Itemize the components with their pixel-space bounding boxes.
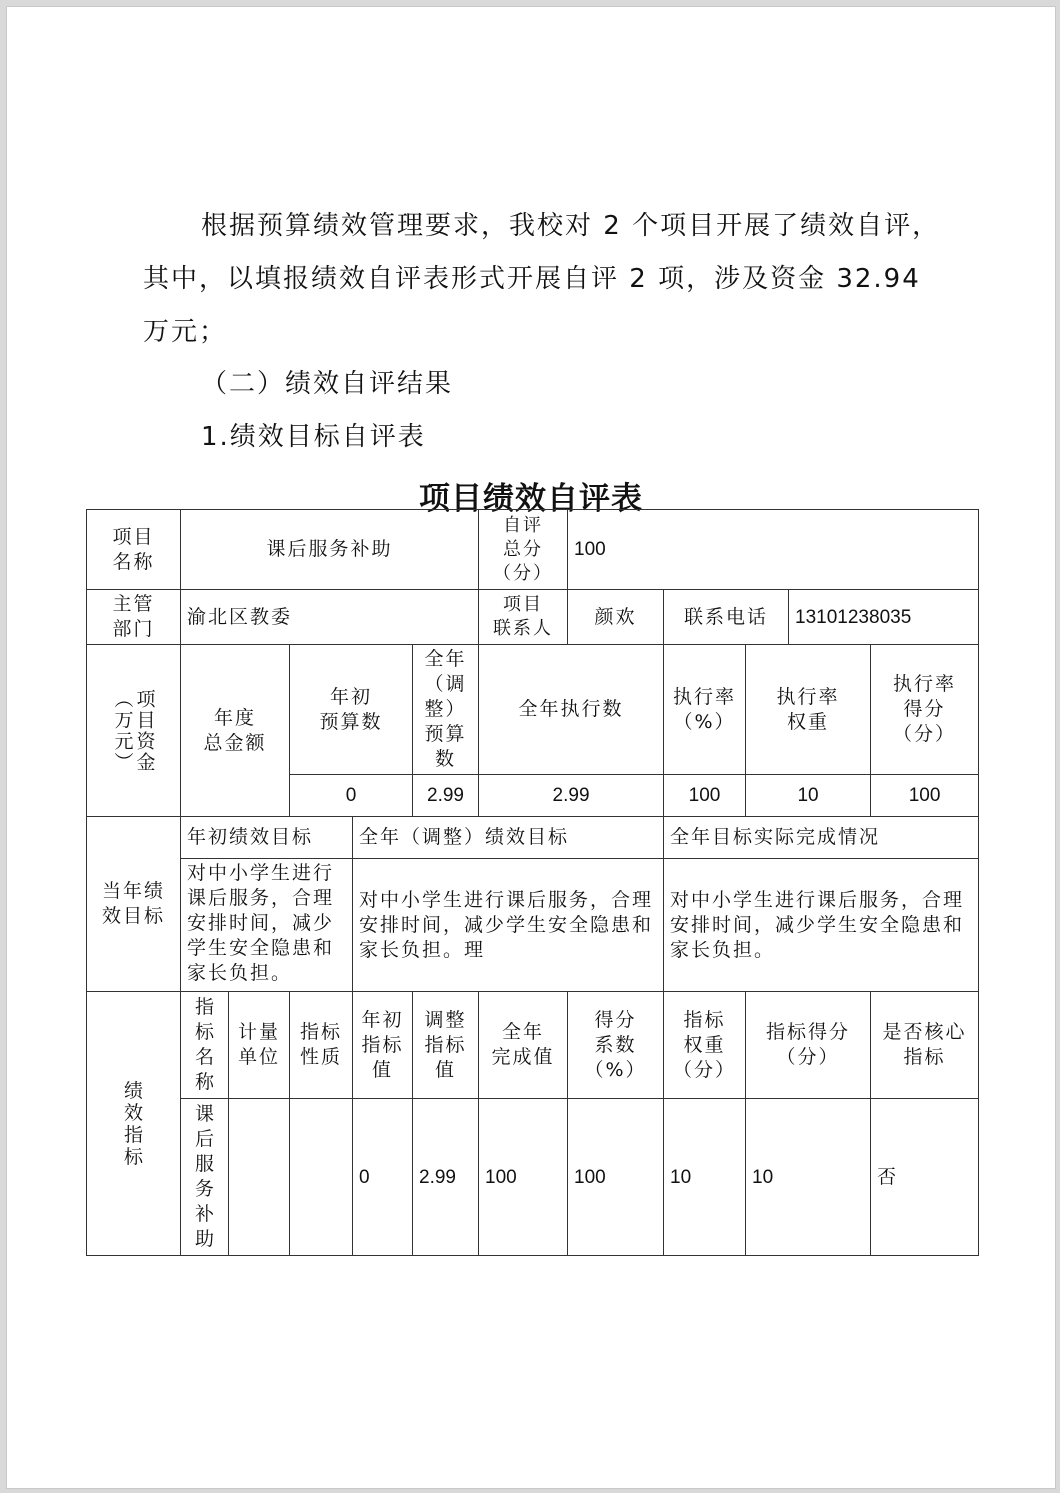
goal-actual-text: 对中小学生进行课后服务，合理安排时间，减少学生安全隐患和家长负担。: [664, 859, 979, 992]
subsection-heading: 1.绩效目标自评表: [201, 422, 426, 452]
row-project-name: [87, 510, 979, 590]
ind-nature-value: [290, 1099, 353, 1256]
executed-label: 全年执行数: [479, 645, 664, 775]
performance-table: [86, 509, 979, 1256]
ind-coef-value: 100: [568, 1099, 664, 1256]
ind-weight-header: 指标 权重 （分）: [664, 992, 746, 1099]
table-row: [87, 1099, 979, 1256]
ind-name-header: 指标名称: [194, 996, 214, 1093]
exec-weight-label: 执行率 权重: [746, 645, 871, 775]
contact-label: 项目 联系人: [479, 590, 568, 645]
ind-adjusted-header: 调整 指标 值: [413, 992, 479, 1099]
exec-score-value: 100: [871, 775, 979, 817]
annual-total-label: 年度 总金额: [181, 645, 290, 817]
section-heading: （二）绩效自评结果: [201, 369, 454, 399]
initial-budget-value: 0: [290, 775, 413, 817]
initial-budget-label: 年初 预算数: [290, 645, 413, 775]
project-name-label: 项目 名称: [87, 510, 181, 590]
table-title: 项目绩效自评表: [419, 481, 643, 517]
row-goals-header: [87, 817, 979, 859]
row-department: [87, 590, 979, 645]
goals-label: 当年绩 效目标: [87, 817, 181, 992]
phone-value: 13101238035: [789, 590, 979, 645]
dept-label: 主管 部门: [87, 590, 181, 645]
ind-core-value: 否: [871, 1099, 979, 1256]
funds-label: 项目资金（万元）: [111, 688, 156, 773]
ind-name-value: 课后服务补助: [194, 1103, 214, 1250]
goal-initial-label: 年初绩效目标: [181, 817, 353, 859]
ind-adjusted-value: 2.99: [413, 1099, 479, 1256]
ind-core-header: 是否核心 指标: [871, 992, 979, 1099]
document-page: [6, 6, 1056, 1489]
ind-name-header-cell: [181, 992, 229, 1099]
ind-score-value: 10: [746, 1099, 871, 1256]
ind-completed-value: 100: [479, 1099, 568, 1256]
row-goals-content: [87, 859, 979, 992]
goal-adjusted-text: 对中小学生进行课后服务，合理安排时间，减少学生安全隐患和家长负担。理: [353, 859, 664, 992]
adjusted-budget-value: 2.99: [413, 775, 479, 817]
goal-actual-label: 全年目标实际完成情况: [664, 817, 979, 859]
ind-nature-header: 指标 性质: [290, 992, 353, 1099]
intro-line-2: 其中，以填报绩效自评表形式开展自评 2 项，涉及资金 32.94: [143, 264, 921, 294]
phone-label: 联系电话: [664, 590, 789, 645]
ind-unit-value: [229, 1099, 290, 1256]
indicators-label: 绩效指标: [123, 1079, 143, 1168]
row-indicator-header: [87, 992, 979, 1099]
self-score-label: 自评 总分 （分）: [479, 510, 568, 590]
adjusted-budget-label: 全年 （调整） 预算数: [413, 645, 479, 775]
ind-name-cell: [181, 1099, 229, 1256]
intro-line-3: 万元；: [143, 317, 228, 347]
executed-value: 2.99: [479, 775, 664, 817]
ind-unit-header: 计量 单位: [229, 992, 290, 1099]
ind-weight-value: 10: [664, 1099, 746, 1256]
ind-score-header: 指标得分 （分）: [746, 992, 871, 1099]
intro-line-1: 根据预算绩效管理要求，我校对 2 个项目开展了绩效自评，: [201, 211, 941, 241]
contact-value: 颜欢: [568, 590, 664, 645]
ind-initial-header: 年初 指标 值: [353, 992, 413, 1099]
exec-score-label: 执行率 得分 （分）: [871, 645, 979, 775]
funds-label-cell: [87, 645, 181, 817]
ind-completed-header: 全年 完成值: [479, 992, 568, 1099]
ind-coef-header: 得分 系数 （%）: [568, 992, 664, 1099]
dept-value: 渝北区教委: [181, 590, 479, 645]
row-funds-header: [87, 645, 979, 775]
exec-rate-value: 100: [664, 775, 746, 817]
goal-initial-text: 对中小学生进行课后服务，合理安排时间，减少学生安全隐患和家长负担。: [181, 859, 353, 992]
indicators-label-cell: [87, 992, 181, 1256]
project-name-value: 课后服务补助: [181, 510, 479, 590]
self-score-value: 100: [568, 510, 979, 590]
goal-adjusted-label: 全年（调整）绩效目标: [353, 817, 664, 859]
ind-initial-value: 0: [353, 1099, 413, 1256]
exec-rate-label: 执行率 （%）: [664, 645, 746, 775]
exec-weight-value: 10: [746, 775, 871, 817]
